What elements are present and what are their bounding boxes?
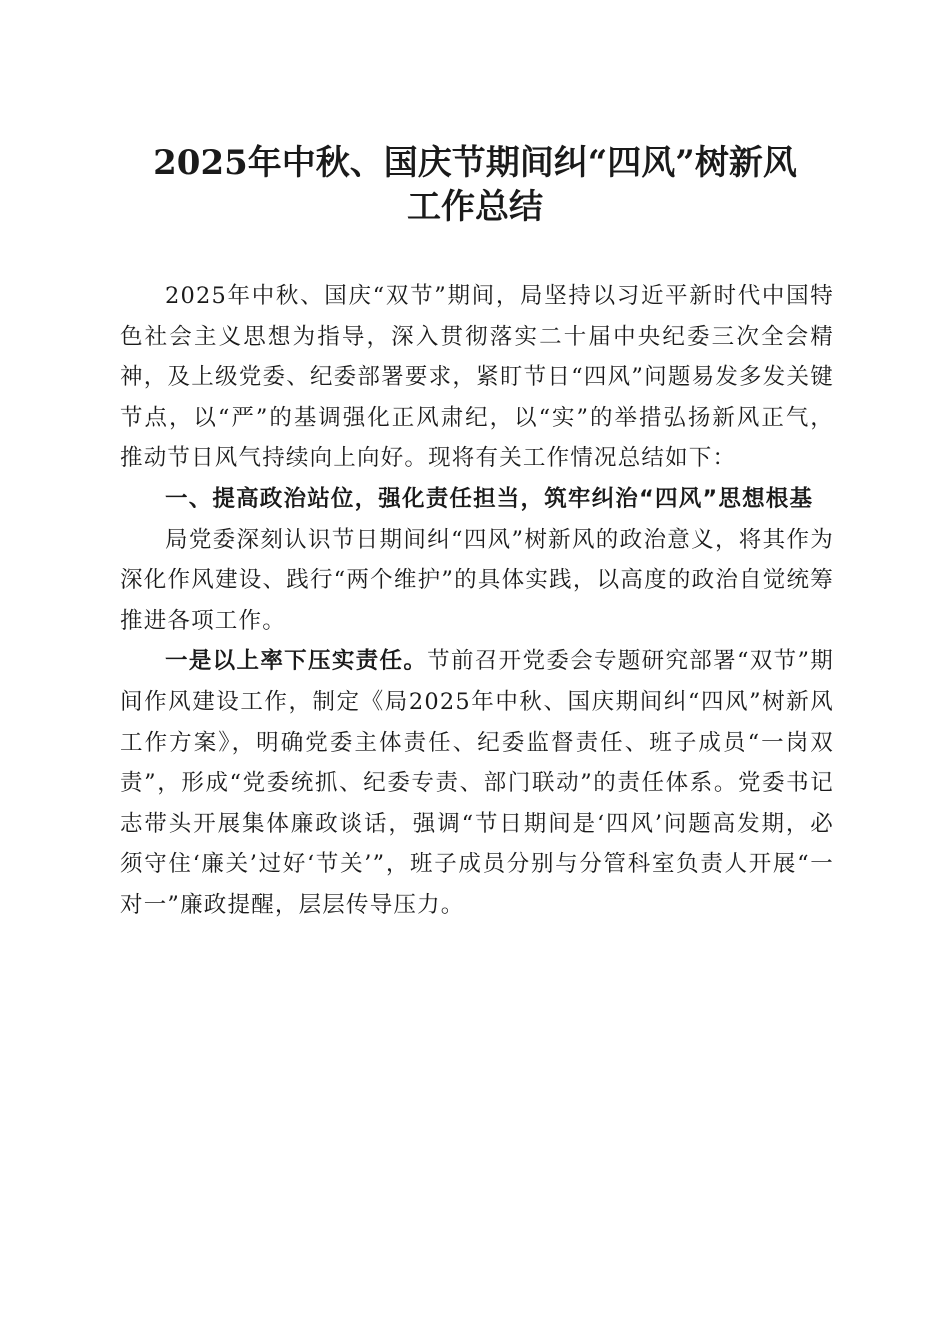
intro-paragraph: 2025年中秋、国庆“双节”期间，局坚持以习近平新时代中国特色社会主义思想为指导，深入贯彻落实二十届中央纪委三次全会精神，及上级党委、纪委部署要求，紧盯节日“四风”问题易发多发关键节点，以“严”的基调强化正风肃纪，以“实”的举措弘扬新风正气，推动节日风气持续向上向好。现将有关工作情况总结如下： <box>120 283 834 472</box>
document-body <box>120 276 834 926</box>
section-1-heading: 一、提高政治站位，强化责任担当，筑牢纠治“四风”思想根基 <box>165 485 814 512</box>
document-title-line-2: 工作总结 <box>407 187 543 227</box>
document-title-line-1: 2025年中秋、国庆节期间纠“四风”树新风 <box>153 143 797 183</box>
point-1-lead: 一是以上率下压实责任。 <box>165 648 428 675</box>
section-1-paragraph: 局党委深刻认识节日期间纠“四风”树新风的政治意义，将其作为深化作风建设、践行“两个维护”的具体实践，以高度的政治自觉统筹推进各项工作。 <box>120 526 834 634</box>
point-1-paragraph <box>120 641 834 925</box>
point-1-text: 节前召开党委会专题研究部署“双节”期间作风建设工作，制定《局2025年中秋、国庆期间纠“四风”树新风工作方案》，明确党委主体责任、纪委监督责任、班子成员“一岗双责”，形成“党委统抓、纪委专责、部门联动”的责任体系。党委书记志带头开展集体廉政谈话，强调“节日期间是‘四风’问题高发期，必须守住‘廉关’过好‘节关’”，班子成员分别与分管科室负责人开展“一对一”廉政提醒，层层传导压力。 <box>120 648 835 918</box>
